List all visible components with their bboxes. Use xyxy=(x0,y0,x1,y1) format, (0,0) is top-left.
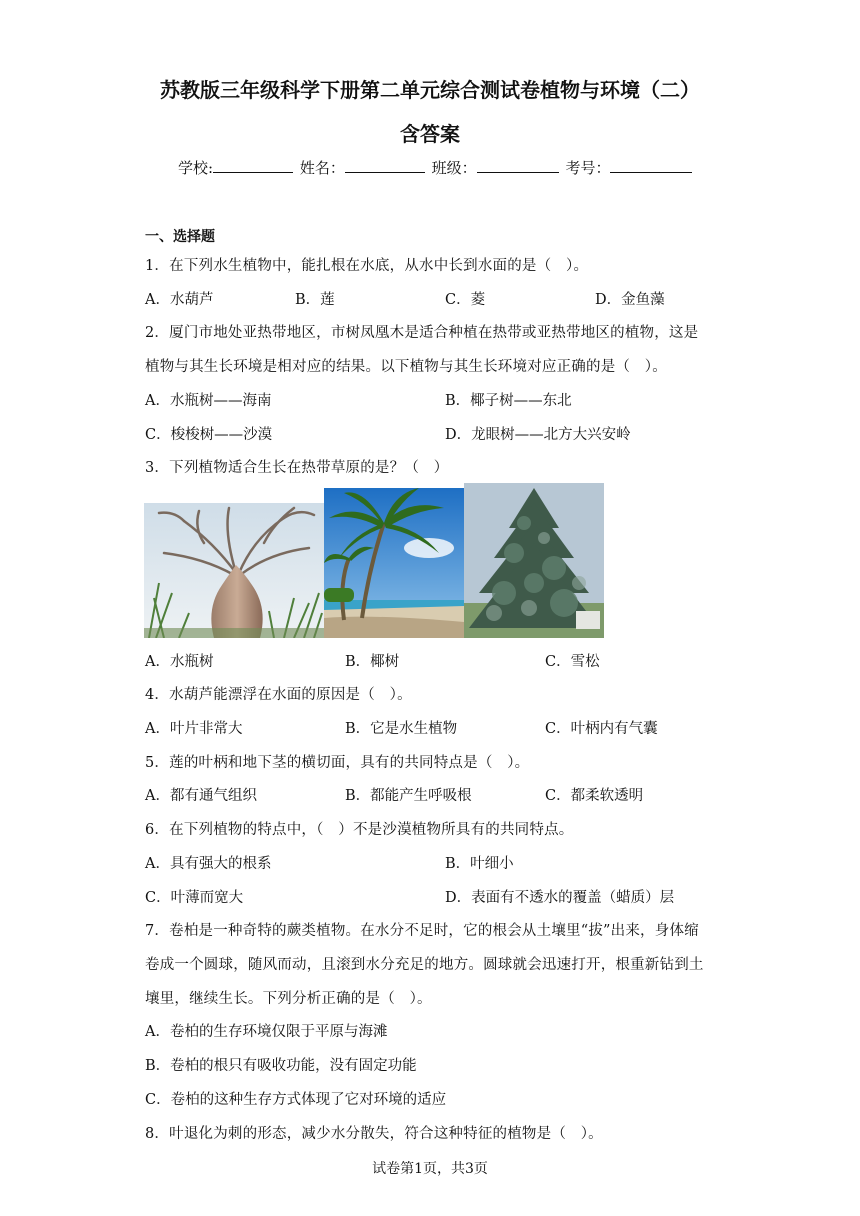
q6-option-c: C．叶薄而宽大 xyxy=(145,890,244,906)
question-7-stem-line2: 卷成一个圆球，随风而动，且滚到水分充足的地方。圆球就会迅速打开，根重新钻到土 xyxy=(145,957,704,973)
name-blank xyxy=(345,158,425,173)
exam-title-line2: 含答案 xyxy=(400,122,460,146)
q2-option-a: A．水瓶树——海南 xyxy=(145,393,272,409)
question-1-stem: 1．在下列水生植物中，能扎根在水底，从水中长到水面的是（ ）。 xyxy=(145,258,589,274)
question-2-stem-line2: 植物与其生长环境是相对应的结果。以下植物与其生长环境对应正确的是（ ）。 xyxy=(145,359,667,375)
q3-option-a: A．水瓶树 xyxy=(145,654,214,670)
question-3-stem: 3．下列植物适合生长在热带草原的是？（ ） xyxy=(145,460,449,476)
class-label: 班级： xyxy=(431,159,477,177)
question-2-stem-line1: 2．厦门市地处亚热带地区，市树凤凰木是适合种植在热带或亚热带地区的植物，这是 xyxy=(145,325,699,341)
name-label: 姓名： xyxy=(299,159,345,177)
q7-option-b: B．卷柏的根只有吸收功能，没有固定功能 xyxy=(145,1058,417,1074)
q1-option-c: C．菱 xyxy=(445,292,486,308)
exam-no-blank xyxy=(610,158,692,173)
question-7-stem-line1: 7．卷柏是一种奇特的蕨类植物。在水分不足时，它的根会从土壤里“拔”出来，身体缩 xyxy=(145,923,699,939)
question-5-stem: 5．莲的叶柄和地下茎的横切面，具有的共同特点是（ ）。 xyxy=(145,755,530,771)
question-6-stem: 6．在下列植物的特点中，（ ）不是沙漠植物所具有的共同特点。 xyxy=(145,822,574,838)
q5-option-a: A．都有通气组织 xyxy=(145,788,257,804)
section-heading: 一、选择题 xyxy=(145,229,215,245)
bottle-tree-photo xyxy=(144,503,324,638)
question-7-stem-line3: 壤里，继续生长。下列分析正确的是（ ）。 xyxy=(145,991,432,1007)
q1-option-a: A．水葫芦 xyxy=(145,292,214,308)
q5-option-b: B．都能产生呼吸根 xyxy=(345,788,472,804)
q5-option-c: C．都柔软透明 xyxy=(545,788,644,804)
q2-option-c: C．梭梭树——沙漠 xyxy=(145,427,273,443)
q3-option-c: C．雪松 xyxy=(545,654,600,670)
question-8-stem: 8．叶退化为刺的形态，减少水分散失，符合这种特征的植物是（ ）。 xyxy=(145,1126,603,1142)
question-4-stem: 4．水葫芦能漂浮在水面的原因是（ ）。 xyxy=(145,687,412,703)
q4-option-b: B．它是水生植物 xyxy=(345,721,458,737)
q6-option-b: B．叶细小 xyxy=(445,856,514,872)
q1-option-b: B．莲 xyxy=(295,292,335,308)
cedar-tree-photo xyxy=(464,483,604,638)
q3-option-b: B．椰树 xyxy=(345,654,400,670)
q2-option-b: B．椰子树——东北 xyxy=(445,393,572,409)
q2-option-d: D．龙眼树——北方大兴安岭 xyxy=(445,427,631,443)
q7-option-c: C．卷柏的这种生存方式体现了它对环境的适应 xyxy=(145,1092,447,1108)
q7-option-a: A．卷柏的生存环境仅限于平原与海滩 xyxy=(145,1024,388,1040)
school-blank xyxy=(213,158,293,173)
q1-option-d: D．金鱼藻 xyxy=(595,292,665,308)
coconut-palm-photo xyxy=(324,488,464,638)
student-info-row xyxy=(178,157,694,178)
exam-no-label: 考号： xyxy=(565,159,611,177)
exam-title-line1: 苏教版三年级科学下册第二单元综合测试卷植物与环境（二） xyxy=(160,78,700,102)
class-blank xyxy=(477,158,559,173)
q4-option-c: C．叶柄内有气囊 xyxy=(545,721,658,737)
school-label: 学校: xyxy=(178,159,214,177)
q4-option-a: A．叶片非常大 xyxy=(145,721,243,737)
page-footer: 试卷第1页，共3页 xyxy=(372,1161,488,1177)
q6-option-d: D．表面有不透水的覆盖（蜡质）层 xyxy=(445,890,675,906)
q6-option-a: A．具有强大的根系 xyxy=(145,856,272,872)
